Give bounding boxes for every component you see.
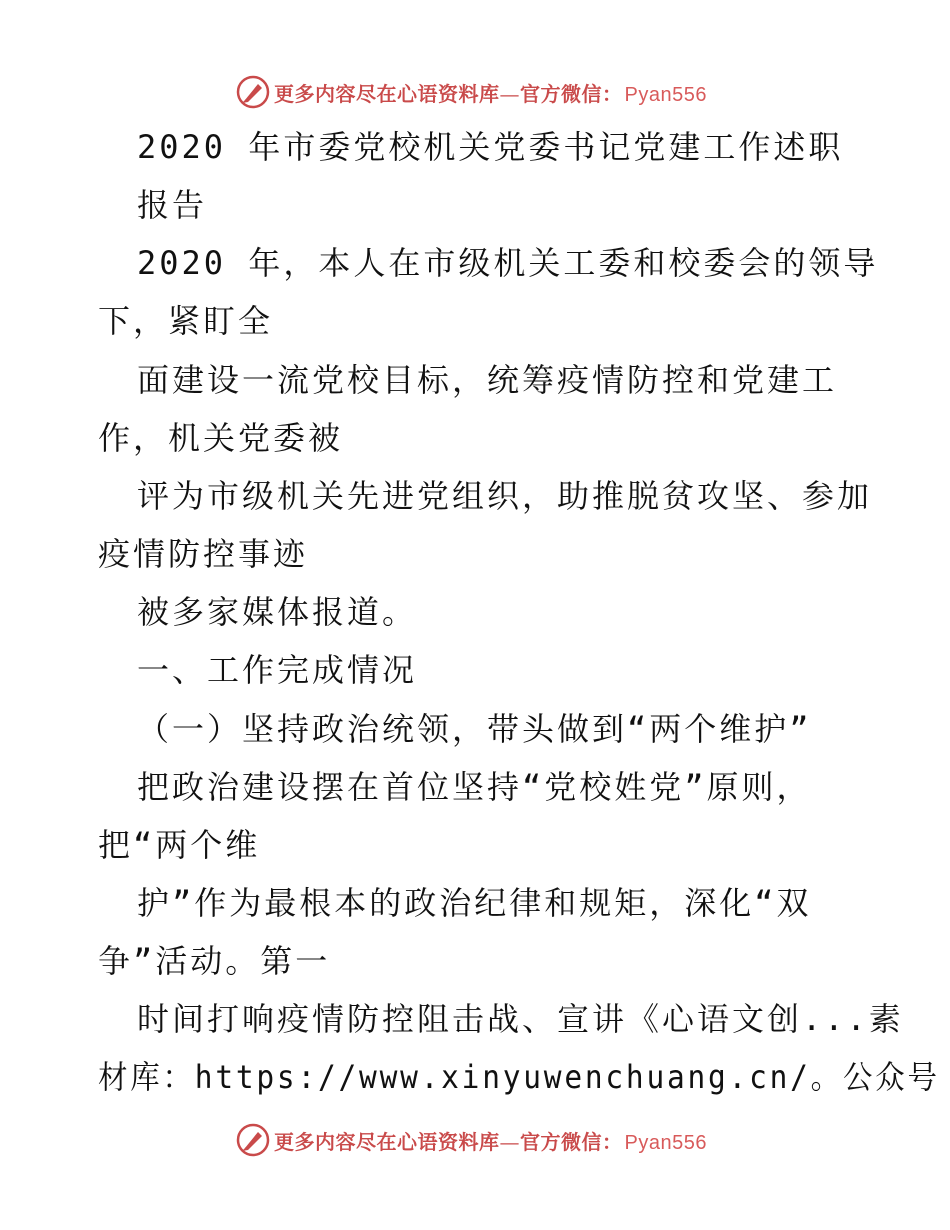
- paragraph-line: 争”活动。第一: [98, 942, 331, 980]
- paragraph-line: 把“两个维: [98, 826, 261, 864]
- footer-watermark: [236, 1120, 756, 1160]
- doc-title-line-2: 报告: [137, 186, 208, 224]
- subsection-heading: （一）坚持政治统领，带头做到“两个维护”: [137, 710, 812, 748]
- pen-nib-logo-icon: [236, 1123, 270, 1157]
- section-heading: 一、工作完成情况: [137, 651, 418, 689]
- paragraph-line: 2020 年，本人在市级机关工委和校委会的领导: [137, 244, 879, 282]
- paragraph-line: 护”作为最根本的政治纪律和规矩，深化“双: [137, 884, 812, 922]
- paragraph-line: 作，机关党委被: [98, 419, 344, 457]
- paragraph-line: 疫情防控事迹: [98, 535, 309, 573]
- paragraph-line: 评为市级机关先进党组织，助推脱贫攻坚、参加: [137, 477, 873, 515]
- header-watermark: [236, 72, 756, 112]
- pen-nib-logo-icon: [236, 75, 270, 109]
- doc-title-line-1: 2020 年市委党校机关党委书记党建工作述职: [137, 128, 844, 166]
- paragraph-line: 材库：https://www.xinyuwenchuang.cn/。公众号: [98, 1058, 940, 1096]
- watermark-text: 更多内容尽在心语资料库—官方微信： Pyan556: [274, 1129, 707, 1154]
- watermark-text: 更多内容尽在心语资料库—官方微信： Pyan556: [274, 81, 707, 106]
- paragraph-line: 被多家媒体报道。: [137, 593, 418, 631]
- paragraph-line: 把政治建设摆在首位坚持“党校姓党”原则，: [137, 768, 812, 806]
- paragraph-line: 下，紧盯全: [98, 302, 274, 340]
- paragraph-line: 时间打响疫情防控阻击战、宣讲《心语文创...素: [137, 1000, 904, 1038]
- paragraph-line: 面建设一流党校目标，统筹疫情防控和党建工: [137, 361, 838, 399]
